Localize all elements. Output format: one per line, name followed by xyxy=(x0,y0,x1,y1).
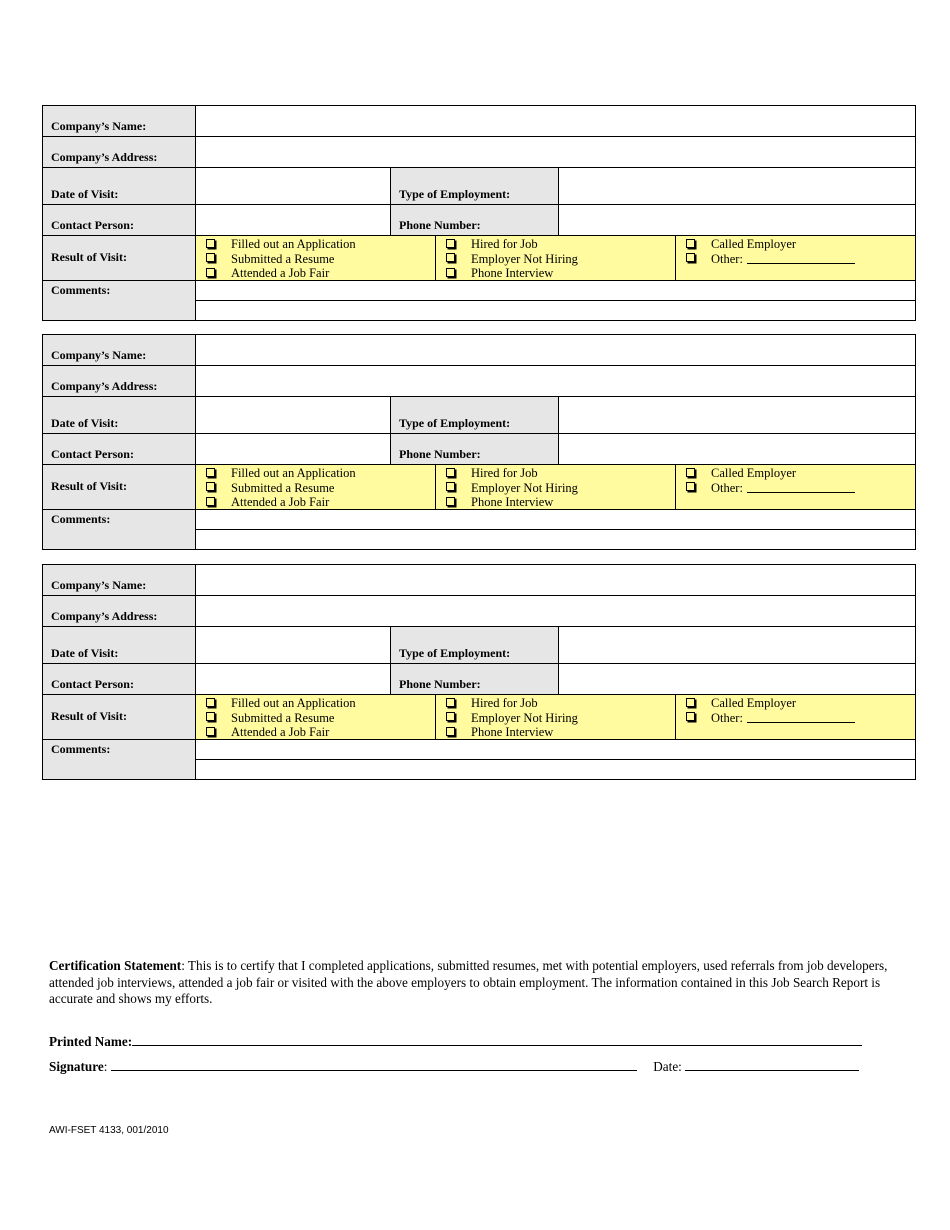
result-option[interactable] xyxy=(446,266,675,281)
result-options-column-1 xyxy=(196,236,436,280)
type-of-employment-field[interactable] xyxy=(559,397,916,434)
result-option[interactable] xyxy=(446,481,675,496)
option-label: Employer Not Hiring xyxy=(471,480,578,495)
checkbox-icon[interactable] xyxy=(686,482,695,491)
phone-number-label: Phone Number: xyxy=(391,205,559,236)
contact-person-label: Contact Person: xyxy=(43,664,196,695)
type-of-employment-label: Type of Employment: xyxy=(391,397,559,434)
comments-field[interactable] xyxy=(196,510,916,550)
result-option[interactable] xyxy=(446,495,675,510)
checkbox-icon[interactable] xyxy=(206,497,215,506)
result-of-visit-label: Result of Visit: xyxy=(43,695,196,740)
printed-name-line[interactable] xyxy=(132,1033,862,1046)
type-of-employment-label: Type of Employment: xyxy=(391,168,559,205)
option-label: Other: xyxy=(711,710,743,725)
company-name-label: Company’s Name: xyxy=(43,565,196,596)
phone-number-field[interactable] xyxy=(559,434,916,465)
checkbox-icon[interactable] xyxy=(446,468,455,477)
printed-name-label: Printed Name: xyxy=(49,1034,133,1049)
result-option[interactable] xyxy=(206,266,435,281)
contact-person-field[interactable] xyxy=(196,205,391,236)
signature-colon: : xyxy=(103,1059,108,1074)
comments-line[interactable] xyxy=(196,510,915,530)
signature-line[interactable] xyxy=(111,1058,637,1071)
type-of-employment-field[interactable] xyxy=(559,168,916,205)
result-option-other[interactable] xyxy=(686,711,915,726)
comments-line[interactable] xyxy=(196,760,915,779)
checkbox-icon[interactable] xyxy=(206,712,215,721)
result-options-column-1 xyxy=(196,465,436,509)
other-input-line[interactable] xyxy=(747,712,855,723)
form-id: AWI-FSET 4133, 001/2010 xyxy=(49,1125,169,1136)
checkbox-icon[interactable] xyxy=(686,239,695,248)
type-of-employment-field[interactable] xyxy=(559,627,916,664)
checkbox-icon[interactable] xyxy=(446,253,455,262)
checkbox-icon[interactable] xyxy=(206,239,215,248)
result-option[interactable] xyxy=(446,252,675,267)
result-option[interactable] xyxy=(446,711,675,726)
option-label: Submitted a Resume xyxy=(231,480,335,495)
employer-block-1 xyxy=(42,105,916,321)
option-label: Submitted a Resume xyxy=(231,251,335,266)
checkbox-icon[interactable] xyxy=(686,468,695,477)
contact-person-field[interactable] xyxy=(196,434,391,465)
comments-label: Comments: xyxy=(43,281,196,321)
result-option[interactable] xyxy=(446,237,675,252)
company-name-field[interactable] xyxy=(196,565,916,596)
result-options-column-2 xyxy=(436,695,676,739)
option-label: Called Employer xyxy=(711,696,797,710)
result-option[interactable] xyxy=(206,725,435,740)
result-options-column-3 xyxy=(676,465,915,509)
result-options-column-2 xyxy=(436,465,676,509)
option-label: Filled out an Application xyxy=(231,466,356,480)
date-of-visit-label: Date of Visit: xyxy=(43,627,196,664)
result-option[interactable] xyxy=(206,466,435,481)
result-option[interactable] xyxy=(446,696,675,711)
result-option[interactable] xyxy=(446,466,675,481)
result-options-column-3 xyxy=(676,695,915,739)
comments-line[interactable] xyxy=(196,530,915,549)
option-label: Attended a Job Fair xyxy=(231,495,330,509)
date-of-visit-label: Date of Visit: xyxy=(43,397,196,434)
checkbox-icon[interactable] xyxy=(206,698,215,707)
certification-text: : This is to certify that I completed applications, submitted resumes, met with potential employers, used referrals from job developers, attended job interviews, attended a job fair or visited with the above employers to obtain employment. The information contained in this Job Search Report is accurate and shows my efforts. xyxy=(49,958,888,1006)
result-option-other[interactable] xyxy=(686,252,915,267)
employer-contact-table xyxy=(42,334,916,550)
phone-number-field[interactable] xyxy=(559,664,916,695)
checkbox-icon[interactable] xyxy=(446,727,455,736)
checkbox-icon[interactable] xyxy=(446,268,455,277)
comments-label: Comments: xyxy=(43,740,196,780)
comments-field[interactable] xyxy=(196,740,916,780)
date-of-visit-label: Date of Visit: xyxy=(43,168,196,205)
phone-number-label: Phone Number: xyxy=(391,664,559,695)
option-label: Hired for Job xyxy=(471,466,538,480)
result-option[interactable] xyxy=(206,237,435,252)
option-label: Filled out an Application xyxy=(231,237,356,251)
company-name-label: Company’s Name: xyxy=(43,335,196,366)
option-label: Phone Interview xyxy=(471,725,554,739)
employer-contact-table xyxy=(42,105,916,321)
checkbox-icon[interactable] xyxy=(206,482,215,491)
result-options-column-2 xyxy=(436,236,676,280)
signature-row xyxy=(49,1058,859,1075)
checkbox-icon[interactable] xyxy=(206,268,215,277)
checkbox-icon[interactable] xyxy=(206,468,215,477)
option-label: Called Employer xyxy=(711,237,797,251)
company-address-field[interactable] xyxy=(196,137,916,168)
option-label: Other: xyxy=(711,480,743,495)
checkbox-icon[interactable] xyxy=(686,712,695,721)
comments-line[interactable] xyxy=(196,740,915,760)
checkbox-icon[interactable] xyxy=(686,253,695,262)
date-label: Date: xyxy=(653,1059,682,1074)
date-line[interactable] xyxy=(685,1058,859,1071)
result-option[interactable] xyxy=(686,696,915,711)
result-of-visit-options xyxy=(196,465,916,510)
result-option[interactable] xyxy=(206,495,435,510)
comments-field[interactable] xyxy=(196,281,916,321)
option-label: Phone Interview xyxy=(471,266,554,280)
result-of-visit-label: Result of Visit: xyxy=(43,236,196,281)
company-name-field[interactable] xyxy=(196,106,916,137)
comments-line[interactable] xyxy=(196,281,915,301)
option-label: Filled out an Application xyxy=(231,696,356,710)
employer-contact-table xyxy=(42,564,916,780)
other-input-line[interactable] xyxy=(747,482,855,493)
option-label: Other: xyxy=(711,251,743,266)
result-option[interactable] xyxy=(206,252,435,267)
checkbox-icon[interactable] xyxy=(686,698,695,707)
certification-heading: Certification Statement xyxy=(49,958,182,973)
result-option[interactable] xyxy=(686,237,915,252)
result-of-visit-options xyxy=(196,236,916,281)
comments-label: Comments: xyxy=(43,510,196,550)
employer-block-3 xyxy=(42,564,916,780)
company-address-label: Company’s Address: xyxy=(43,137,196,168)
result-option[interactable] xyxy=(206,711,435,726)
result-option[interactable] xyxy=(686,466,915,481)
phone-number-label: Phone Number: xyxy=(391,434,559,465)
contact-person-label: Contact Person: xyxy=(43,434,196,465)
checkbox-icon[interactable] xyxy=(446,497,455,506)
phone-number-field[interactable] xyxy=(559,205,916,236)
checkbox-icon[interactable] xyxy=(446,239,455,248)
result-options-column-3 xyxy=(676,236,915,280)
other-input-line[interactable] xyxy=(747,253,855,264)
result-option[interactable] xyxy=(206,481,435,496)
option-label: Submitted a Resume xyxy=(231,710,335,725)
contact-person-label: Contact Person: xyxy=(43,205,196,236)
printed-name-row xyxy=(49,1033,862,1050)
checkbox-icon[interactable] xyxy=(446,482,455,491)
company-address-field[interactable] xyxy=(196,366,916,397)
date-of-visit-field[interactable] xyxy=(196,397,391,434)
checkbox-icon[interactable] xyxy=(206,727,215,736)
option-label: Attended a Job Fair xyxy=(231,266,330,280)
company-name-field[interactable] xyxy=(196,335,916,366)
result-option[interactable] xyxy=(206,696,435,711)
checkbox-icon[interactable] xyxy=(446,712,455,721)
date-of-visit-field[interactable] xyxy=(196,168,391,205)
date-of-visit-field[interactable] xyxy=(196,627,391,664)
comments-line[interactable] xyxy=(196,301,915,320)
option-label: Attended a Job Fair xyxy=(231,725,330,739)
company-address-label: Company’s Address: xyxy=(43,596,196,627)
signature-label: Signature xyxy=(49,1059,104,1074)
result-of-visit-options xyxy=(196,695,916,740)
option-label: Hired for Job xyxy=(471,696,538,710)
result-option[interactable] xyxy=(446,725,675,740)
option-label: Phone Interview xyxy=(471,495,554,509)
checkbox-icon[interactable] xyxy=(446,698,455,707)
result-option-other[interactable] xyxy=(686,481,915,496)
result-of-visit-label: Result of Visit: xyxy=(43,465,196,510)
certification-statement xyxy=(49,958,889,1008)
option-label: Employer Not Hiring xyxy=(471,710,578,725)
result-options-column-1 xyxy=(196,695,436,739)
option-label: Called Employer xyxy=(711,466,797,480)
type-of-employment-label: Type of Employment: xyxy=(391,627,559,664)
option-label: Employer Not Hiring xyxy=(471,251,578,266)
employer-block-2 xyxy=(42,334,916,550)
company-name-label: Company’s Name: xyxy=(43,106,196,137)
option-label: Hired for Job xyxy=(471,237,538,251)
contact-person-field[interactable] xyxy=(196,664,391,695)
company-address-label: Company’s Address: xyxy=(43,366,196,397)
company-address-field[interactable] xyxy=(196,596,916,627)
checkbox-icon[interactable] xyxy=(206,253,215,262)
